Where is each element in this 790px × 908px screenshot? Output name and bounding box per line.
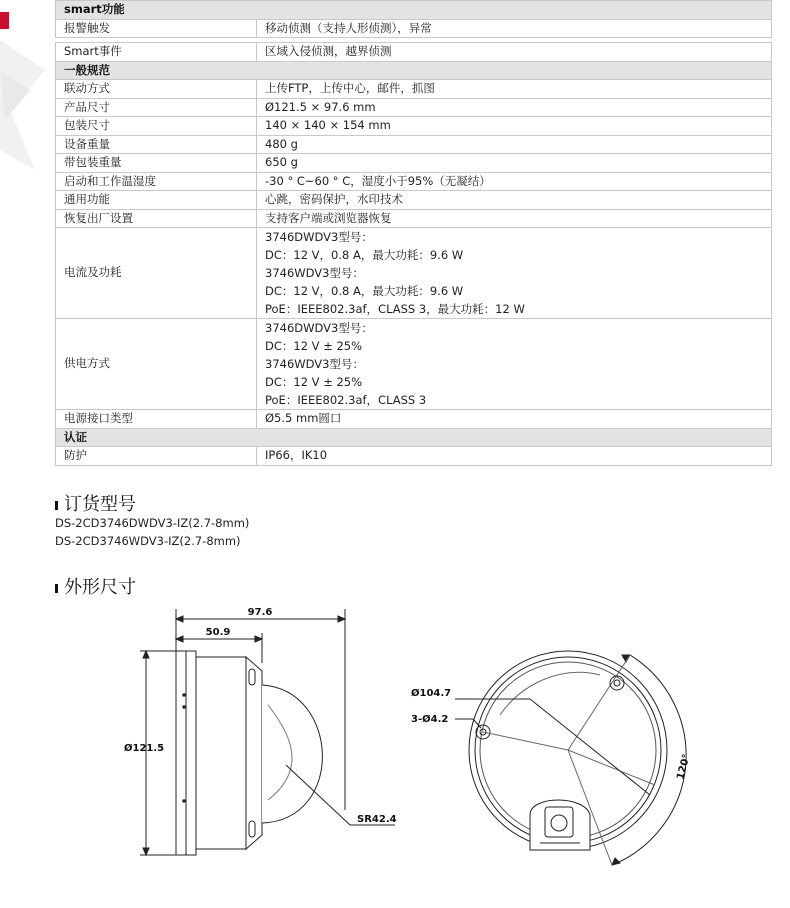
- spec-row: [56, 154, 772, 173]
- spec-row: [56, 172, 772, 191]
- section-title: smart功能: [56, 1, 772, 20]
- spec-row: [56, 447, 772, 466]
- spec-label: Smart事件: [56, 43, 257, 62]
- spec-row: [56, 80, 772, 99]
- spec-value-line: PoE：IEEE802.3af，CLASS 3: [265, 393, 427, 407]
- spec-value-line: DC：12 V ± 25%: [265, 339, 363, 353]
- spec-value-line: 3746DWDV3型号：: [265, 321, 373, 335]
- spec-label: 设备重量: [56, 135, 257, 154]
- spec-value: 支持客户端或浏览器恢复: [257, 209, 772, 228]
- spec-label: 防护: [56, 447, 257, 466]
- spec-label: 电流及功耗: [56, 228, 257, 319]
- spec-value: -30 ° C~60 ° C，湿度小于95%（无凝结）: [257, 172, 772, 191]
- section-title: 一般规范: [56, 61, 772, 80]
- order-section-heading: [55, 490, 136, 516]
- spec-value-line: DC：12 V，0.8 A，最大功耗：9.6 W: [265, 284, 464, 298]
- spec-value: 480 g: [257, 135, 772, 154]
- decorative-star-watermark: [0, 0, 60, 200]
- dimension-drawings: [0, 595, 790, 908]
- spec-value-multiline: [257, 228, 772, 319]
- spec-label: 恢复出厂设置: [56, 209, 257, 228]
- section-title: 认证: [56, 428, 772, 447]
- spec-row: [56, 191, 772, 210]
- model-number: DS-2CD3746DWDV3-IZ(2.7-8mm): [55, 516, 250, 530]
- spec-row: [56, 228, 772, 319]
- spec-row: [56, 209, 772, 228]
- spec-value: Ø121.5 × 97.6 mm: [257, 98, 772, 117]
- spec-label: 产品尺寸: [56, 98, 257, 117]
- spec-row: [56, 19, 772, 38]
- spec-value: Ø5.5 mm圆口: [257, 410, 772, 429]
- order-title: 订货型号: [64, 494, 136, 515]
- spec-value-line: 3746DWDV3型号：: [265, 230, 373, 244]
- dim-base-depth: 50.9: [205, 627, 231, 638]
- spec-value-line: PoE：IEEE802.3af，CLASS 3，最大功耗：12 W: [265, 302, 525, 316]
- dimensions-title: 外形尺寸: [64, 577, 136, 598]
- spec-value: 移动侦测（支持人形侦测），异常: [257, 19, 772, 38]
- spec-label: 报警触发: [56, 19, 257, 38]
- dim-diameter: Ø121.5: [124, 743, 165, 754]
- spec-value: 心跳，密码保护，水印技术: [257, 191, 772, 210]
- dim-mount-holes: 3-Ø4.2: [411, 714, 449, 725]
- spec-row: [56, 117, 772, 136]
- spec-row: [56, 98, 772, 117]
- dim-angle: 120°: [675, 752, 693, 781]
- spec-table: [55, 0, 772, 466]
- spec-section-header: [56, 1, 772, 20]
- bullet-marker: [55, 584, 58, 593]
- spec-row: [56, 135, 772, 154]
- bullet-marker: [55, 501, 58, 510]
- spec-value: 650 g: [257, 154, 772, 173]
- spec-label: 电源接口类型: [56, 410, 257, 429]
- spec-value: 区域入侵侦测，越界侦测: [257, 43, 772, 62]
- spec-value: IP66，IK10: [257, 447, 772, 466]
- spec-value-line: DC：12 V，0.8 A，最大功耗：9.6 W: [265, 248, 464, 262]
- spec-value-line: 3746WDV3型号：: [265, 266, 364, 280]
- model-number: DS-2CD3746WDV3-IZ(2.7-8mm): [55, 534, 241, 548]
- dim-total-depth: 97.6: [247, 607, 273, 618]
- spec-value: 140 × 140 × 154 mm: [257, 117, 772, 136]
- spec-section-header: [56, 428, 772, 447]
- spec-label: 联动方式: [56, 80, 257, 99]
- spec-label: 启动和工作温湿度: [56, 172, 257, 191]
- dim-dome-radius: SR42.4: [357, 814, 397, 825]
- spec-value-line: 3746WDV3型号：: [265, 357, 364, 371]
- spec-row: [56, 319, 772, 410]
- spec-value: 上传FTP，上传中心，邮件，抓图: [257, 80, 772, 99]
- dim-bolt-circle: Ø104.7: [411, 688, 452, 699]
- spec-label: 通用功能: [56, 191, 257, 210]
- spec-label: 包装尺寸: [56, 117, 257, 136]
- bottom-view-drawing: [455, 651, 686, 865]
- spec-section-header: [56, 61, 772, 80]
- spec-row: [56, 43, 772, 62]
- spec-label: 供电方式: [56, 319, 257, 410]
- spec-value-multiline: [257, 319, 772, 410]
- spec-label: 带包装重量: [56, 154, 257, 173]
- spec-value-line: DC：12 V ± 25%: [265, 375, 363, 389]
- spec-row: [56, 410, 772, 429]
